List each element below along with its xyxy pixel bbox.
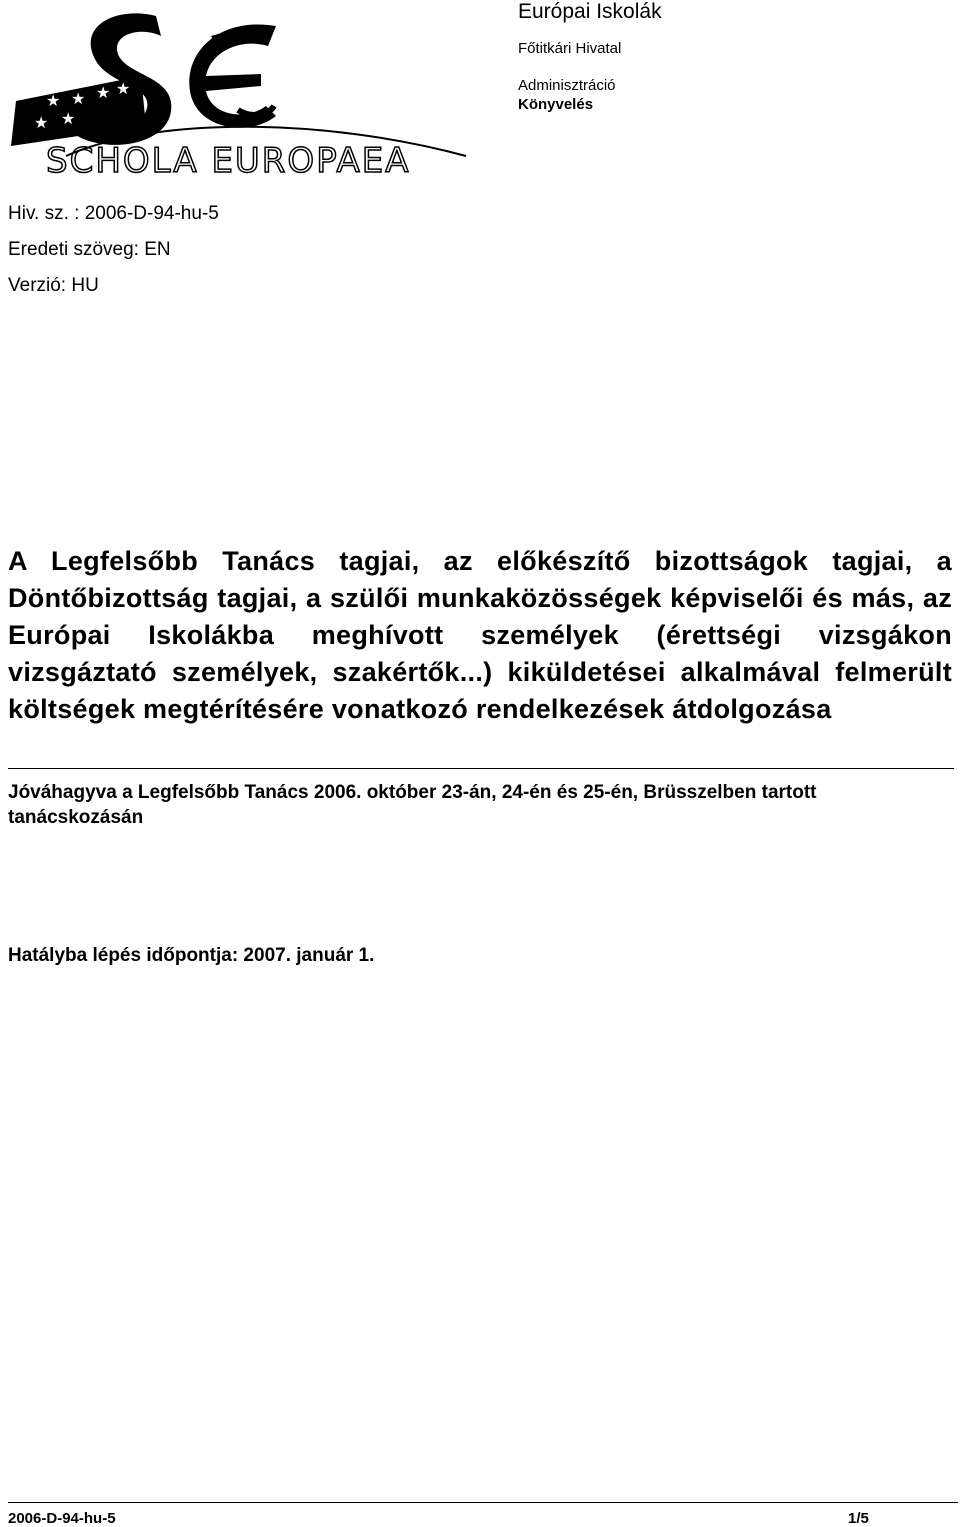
svg-text:★: ★ <box>116 79 131 98</box>
approval-statement: Jóváhagyva a Legfelsőbb Tanács 2006. október 23-án, 24-én és 25-én, Brüsszelben tartott tanácskozásán <box>8 782 817 828</box>
schola-europaea-logo <box>6 6 482 174</box>
footer-reference: 2006-D-94-hu-5 <box>8 1510 116 1527</box>
effective-date: Hatályba lépés időpontja: 2007. január 1. <box>8 945 375 966</box>
org-name: Európai Iskolák <box>518 0 662 23</box>
document-title: A Legfelsőbb Tanács tagjai, az előkészítő bizottságok tagjai, a Döntőbizottság tagjai, a szülői munkaközösségek képviselői és más, az Európai Iskolákba meghívott személyek (érettségi vizsgákon vizsgáztató személyek, szakértők...) kiküldetései alkalmával felmerült költségek megtérítésére vonatkozó rendelkezések átdolgozása <box>8 546 952 724</box>
reference-number: Hiv. sz. : 2006-D-94-hu-5 <box>8 203 219 224</box>
original-language: Eredeti szöveg: EN <box>8 239 171 260</box>
page-number: 1/5 <box>848 1510 869 1527</box>
footer-divider <box>8 1502 958 1503</box>
department-name: Adminisztráció <box>518 77 616 94</box>
document-meta <box>8 203 219 311</box>
svg-text:★: ★ <box>34 113 49 132</box>
svg-text:★: ★ <box>71 89 86 108</box>
version-language: Verzió: HU <box>8 275 99 296</box>
title-divider <box>8 768 954 769</box>
svg-text:SCHOLA EUROPAEA: SCHOLA EUROPAEA <box>46 141 411 174</box>
organization-header <box>518 0 662 114</box>
unit-name: Könyvelés <box>518 96 594 113</box>
svg-text:★: ★ <box>96 83 111 102</box>
office-name: Főtitkári Hivatal <box>518 40 622 57</box>
svg-text:★: ★ <box>61 109 76 128</box>
logo-graphic <box>6 6 482 174</box>
svg-text:★: ★ <box>46 91 61 110</box>
